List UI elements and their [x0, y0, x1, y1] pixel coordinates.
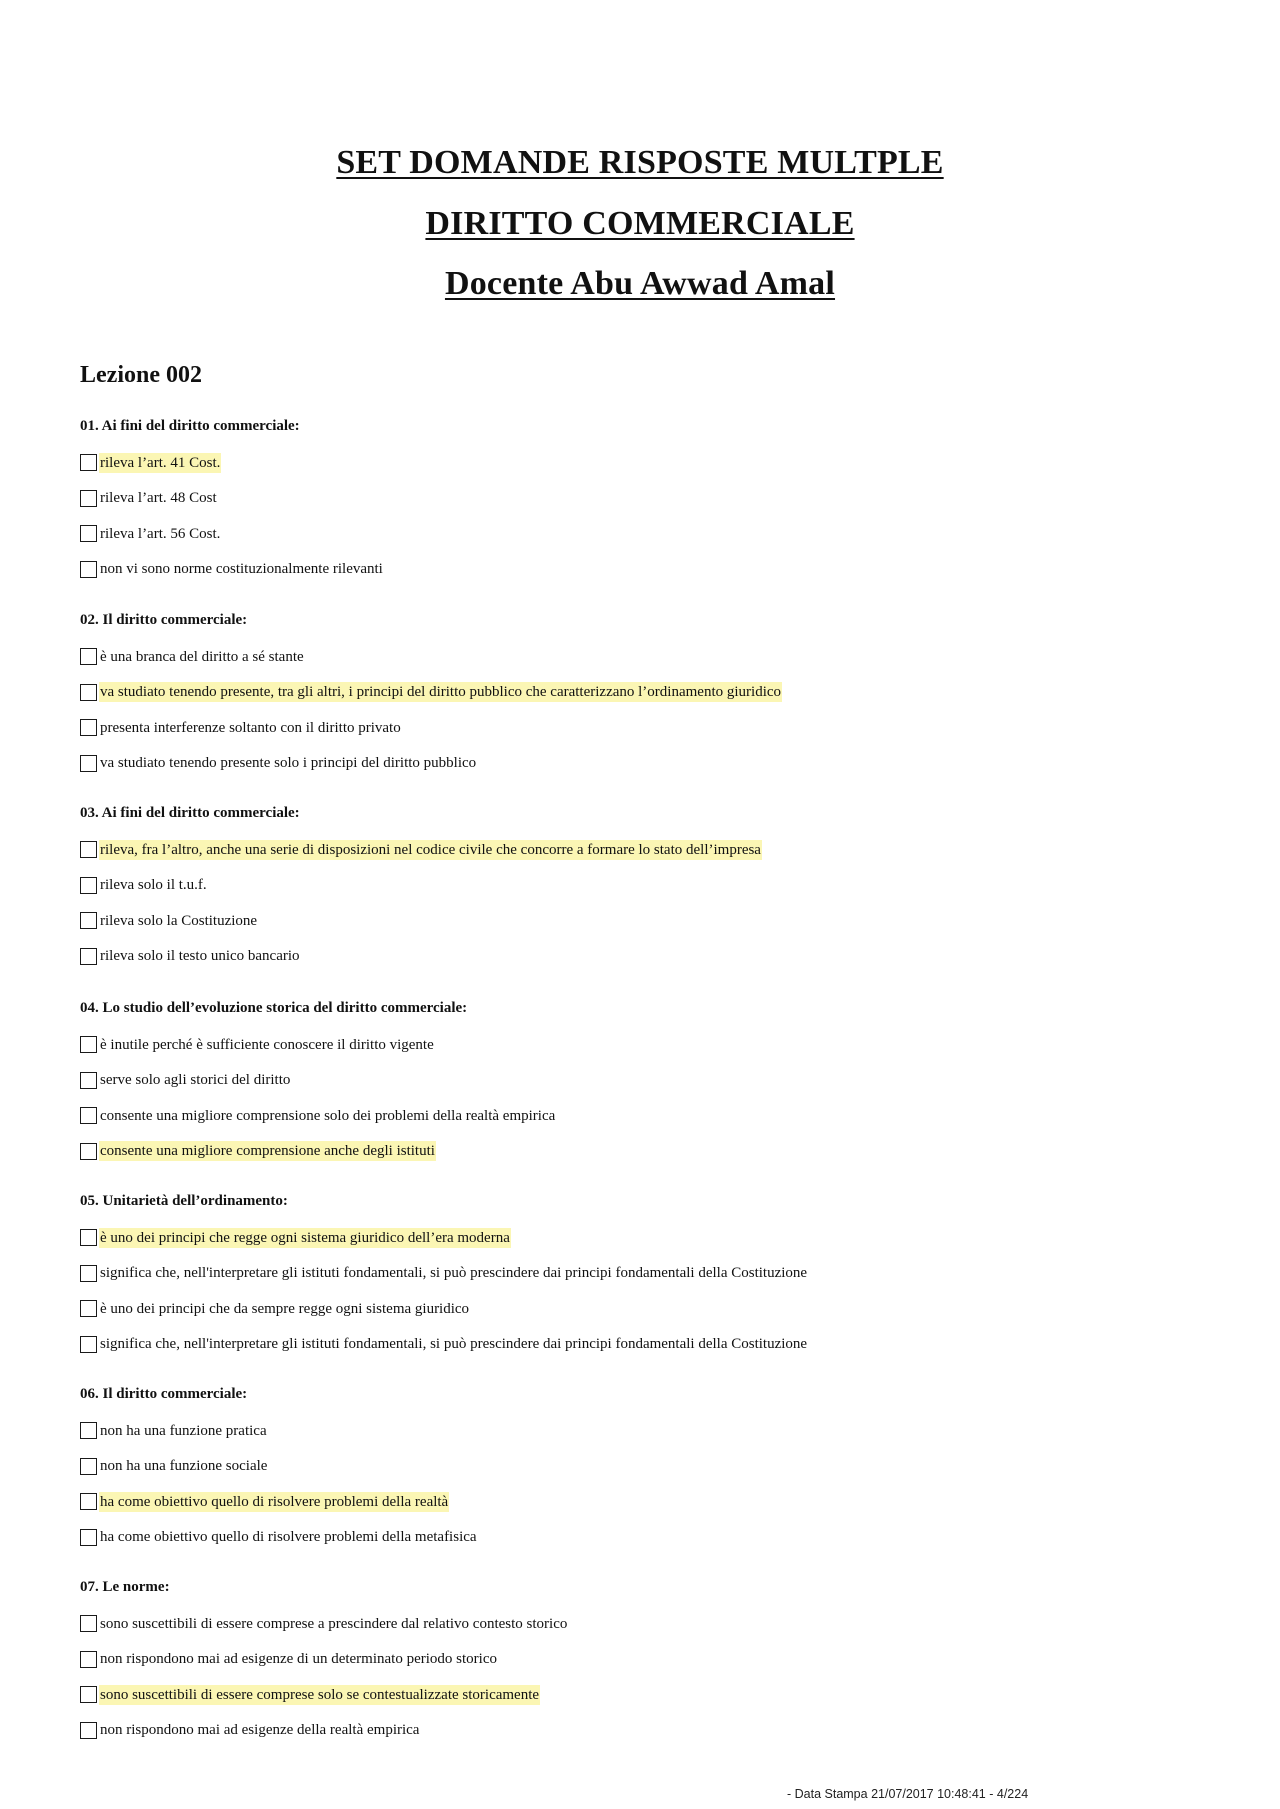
answer-option	[80, 1449, 1200, 1485]
document-title: SET DOMANDE RISPOSTE MULTPLE	[336, 144, 944, 181]
answer-checkbox[interactable]	[80, 877, 97, 894]
answer-text: va studiato tenendo presente solo i principi del diritto pubblico	[100, 755, 477, 772]
course-title: DIRITTO COMMERCIALE	[425, 205, 855, 242]
answer-option	[80, 1220, 1200, 1256]
answer-checkbox[interactable]	[80, 948, 97, 965]
answer-text: presenta interferenze soltanto con il diritto privato	[100, 719, 401, 736]
question-block	[80, 1190, 1200, 1362]
answer-option	[80, 868, 1200, 904]
question-title: 07. Le norme:	[80, 1579, 170, 1595]
answer-option	[80, 710, 1200, 746]
answer-text: ha come obiettivo quello di risolvere problemi della metafisica	[100, 1529, 477, 1546]
answer-checkbox[interactable]	[80, 1722, 97, 1739]
answer-option	[80, 746, 1200, 782]
answer-text: rileva solo la Costituzione	[100, 912, 258, 929]
answer-option	[80, 639, 1200, 675]
question-title: 02. Il diritto commerciale:	[80, 612, 248, 628]
lesson-heading: Lezione 002	[80, 362, 202, 388]
answer-checkbox[interactable]	[80, 1143, 97, 1160]
answer-checkbox[interactable]	[80, 684, 97, 701]
question-title: 06. Il diritto commerciale:	[80, 1386, 248, 1402]
answer-checkbox[interactable]	[80, 1615, 97, 1632]
answer-text: è una branca del diritto a sé stante	[100, 648, 304, 665]
answer-text-highlighted: va studiato tenendo presente, tra gli altri, i principi del diritto pubblico che caratterizzano l’ordinamento giuridico	[100, 684, 782, 701]
answer-text: rileva solo il testo unico bancario	[100, 948, 300, 965]
answer-option	[80, 1027, 1200, 1063]
answer-checkbox[interactable]	[80, 1036, 97, 1053]
print-date-footer: - Data Stampa 21/07/2017 10:48:41 - 4/224	[787, 1787, 1029, 1801]
answer-text: non vi sono norme costituzionalmente rilevanti	[100, 561, 383, 578]
answer-checkbox[interactable]	[80, 1422, 97, 1439]
answer-text: non ha una funzione sociale	[100, 1458, 268, 1475]
answer-option	[80, 1413, 1200, 1449]
answer-text-highlighted: ha come obiettivo quello di risolvere problemi della realtà	[100, 1493, 449, 1510]
answer-option	[80, 939, 1200, 975]
answer-checkbox[interactable]	[80, 1686, 97, 1703]
answer-text: è inutile perché è sufficiente conoscere il diritto vigente	[100, 1036, 434, 1053]
answer-option	[80, 832, 1200, 868]
question-title: 05. Unitarietà dell’ordinamento:	[80, 1193, 288, 1209]
answer-text-highlighted: rileva, fra l’altro, anche una serie di disposizioni nel codice civile che concorre a formare lo stato dell’impresa	[100, 841, 761, 858]
answer-checkbox[interactable]	[80, 841, 97, 858]
answer-checkbox[interactable]	[80, 1072, 97, 1089]
answer-option	[80, 1642, 1200, 1678]
answer-option	[80, 1063, 1200, 1099]
question-block	[80, 415, 1200, 587]
answer-text: rileva l’art. 48 Cost	[100, 490, 217, 507]
answer-text: non ha una funzione pratica	[100, 1422, 267, 1439]
answer-text: consente una migliore comprensione solo dei problemi della realtà empirica	[100, 1107, 556, 1124]
answer-option	[80, 1327, 1200, 1363]
answer-checkbox[interactable]	[80, 525, 97, 542]
answer-text: significa che, nell'interpretare gli istituti fondamentali, si può prescindere dai principi fondamentali della Costituzione	[100, 1336, 808, 1353]
answer-checkbox[interactable]	[80, 755, 97, 772]
question-block	[80, 1576, 1200, 1748]
answer-checkbox[interactable]	[80, 1229, 97, 1246]
question-title: 01. Ai fini del diritto commerciale:	[80, 418, 300, 434]
answer-option	[80, 1677, 1200, 1713]
answer-text-highlighted: rileva l’art. 41 Cost.	[100, 454, 221, 471]
answer-option	[80, 552, 1200, 588]
answer-option	[80, 903, 1200, 939]
answer-option	[80, 516, 1200, 552]
answer-text: significa che, nell'interpretare gli istituti fondamentali, si può prescindere dai principi fondamentali della Costituzione	[100, 1265, 808, 1282]
answer-option	[80, 1606, 1200, 1642]
question-block	[80, 1383, 1200, 1555]
answer-option	[80, 445, 1200, 481]
answer-text: non rispondono mai ad esigenze di un determinato periodo storico	[100, 1651, 497, 1668]
question-title: 03. Ai fini del diritto commerciale:	[80, 805, 300, 821]
answer-option	[80, 675, 1200, 711]
answer-text: non rispondono mai ad esigenze della realtà empirica	[100, 1722, 420, 1739]
answer-text: sono suscettibili di essere comprese a prescindere dal relativo contesto storico	[100, 1615, 568, 1632]
answer-checkbox[interactable]	[80, 561, 97, 578]
answer-option	[80, 481, 1200, 517]
answer-checkbox[interactable]	[80, 490, 97, 507]
answer-checkbox[interactable]	[80, 1300, 97, 1317]
answer-option	[80, 1256, 1200, 1292]
question-block	[80, 609, 1200, 781]
answer-option	[80, 1098, 1200, 1134]
answer-checkbox[interactable]	[80, 1651, 97, 1668]
answer-option	[80, 1134, 1200, 1170]
question-block	[80, 997, 1200, 1169]
answer-option	[80, 1484, 1200, 1520]
answer-checkbox[interactable]	[80, 1529, 97, 1546]
answer-checkbox[interactable]	[80, 454, 97, 471]
answer-text: serve solo agli storici del diritto	[100, 1072, 291, 1089]
answer-checkbox[interactable]	[80, 912, 97, 929]
answer-checkbox[interactable]	[80, 719, 97, 736]
answer-option	[80, 1713, 1200, 1749]
answer-text-highlighted: consente una migliore comprensione anche degli istituti	[100, 1143, 435, 1160]
answer-text-highlighted: è uno dei principi che regge ogni sistema giuridico dell’era moderna	[100, 1229, 510, 1246]
answer-text: rileva l’art. 56 Cost.	[100, 525, 221, 542]
answer-checkbox[interactable]	[80, 1336, 97, 1353]
answer-text-highlighted: sono suscettibili di essere comprese solo se contestualizzate storicamente	[100, 1686, 540, 1703]
answer-checkbox[interactable]	[80, 1458, 97, 1475]
answer-text: rileva solo il t.u.f.	[100, 877, 207, 894]
question-title: 04. Lo studio dell’evoluzione storica del diritto commerciale:	[80, 1000, 468, 1016]
answer-text: è uno dei principi che da sempre regge ogni sistema giuridico	[100, 1300, 470, 1317]
answer-checkbox[interactable]	[80, 1493, 97, 1510]
answer-option	[80, 1291, 1200, 1327]
teacher-title: Docente Abu Awwad Amal	[444, 265, 836, 302]
answer-checkbox[interactable]	[80, 1265, 97, 1282]
answer-option	[80, 1520, 1200, 1556]
question-block	[80, 802, 1200, 974]
answer-checkbox[interactable]	[80, 648, 97, 665]
answer-checkbox[interactable]	[80, 1107, 97, 1124]
